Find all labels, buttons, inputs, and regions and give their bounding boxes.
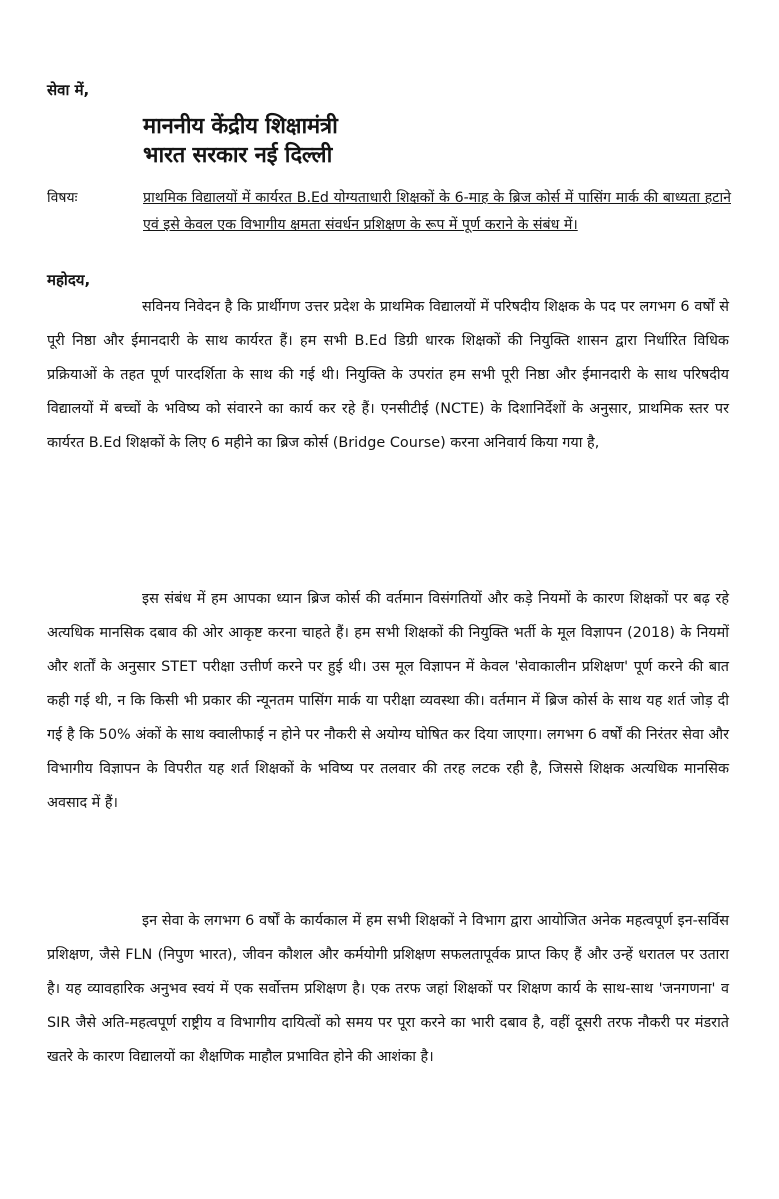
paragraph-1: सविनय निवेदन है कि प्रार्थीगण उत्तर प्रदेश के प्राथमिक विद्यालयों में परिषदीय शिक्षक के पद पर लगभग 6 वर्षों से पूरी निष्ठा और ईमानदारी के साथ कार्यरत हैं। हम सभी B.Ed डिग्री धारक शिक्षकों की नियुक्ति शासन द्वारा निर्धारित विधिक प्रक्रियाओं के तहत पूर्ण पारदर्शिता के साथ की गई थी। नियुक्ति के उपरांत हम सभी पूरी निष्ठा और ईमानदारी के साथ परिषदीय विद्यालयों में बच्चों के भविष्य को संवारने का कार्य कर रहे हैं। एनसीटीई (NCTE) के दिशानिर्देशों के अनुसार, प्राथमिक स्तर पर कार्यरत B.Ed शिक्षकों के लिए 6 महीने का ब्रिज कोर्स (Bridge Course) करना अनिवार्य किया गया है, (47, 299, 729, 451)
salutation: सेवा में, (47, 81, 90, 99)
addressee-block (143, 112, 338, 170)
paragraph-2: इस संबंध में हम आपका ध्यान ब्रिज कोर्स की वर्तमान विसंगतियों और कड़े नियमों के कारण शिक्षकों पर बढ़ रहे अत्यधिक मानसिक दबाव की ओर आकृष्ट करना चाहते हैं। हम सभी शिक्षकों की नियुक्ति भर्ती के मूल विज्ञापन (2018) के नियमों और शर्तों के अनुसार STET परीक्षा उत्तीर्ण करने पर हुई थी। उस मूल विज्ञापन में केवल 'सेवाकालीन प्रशिक्षण' पूर्ण करने की बात कही गई थी, न कि किसी भी प्रकार की न्यूनतम पासिंग मार्क या परीक्षा व्यवस्था की। वर्तमान में ब्रिज कोर्स के साथ यह शर्त जोड़ दी गई है कि 50% अंकों के साथ क्वालीफाई न होने पर नौकरी से अयोग्य घोषित कर दिया जाएगा। लगभग 6 वर्षों की निरंतर सेवा और विभागीय विज्ञापन के विपरीत यह शर्त शिक्षकों के भविष्य पर तलवार की तरह लटक रही है, जिससे शिक्षक अत्यधिक मानसिक अवसाद में हैं। (47, 591, 729, 811)
subject-label: विषयः (47, 190, 78, 206)
subject-text: प्राथमिक विद्यालयों में कार्यरत B.Ed योग्यताधारी शिक्षकों के 6-माह के ब्रिज कोर्स में पासिंग मार्क की बाध्यता हटाने एवं इसे केवल एक विभागीय क्षमता संवर्धन प्रशिक्षण के रूप में पूर्ण कराने के संबंध में। (143, 190, 731, 233)
addressee-title: माननीय केंद्रीय शिक्षामंत्री (143, 114, 338, 139)
addressee-office: भारत सरकार नई दिल्ली (143, 143, 333, 168)
paragraph-3: इन सेवा के लगभग 6 वर्षों के कार्यकाल में हम सभी शिक्षकों ने विभाग द्वारा आयोजित अनेक महत्वपूर्ण इन-सर्विस प्रशिक्षण, जैसे FLN (निपुण भारत), जीवन कौशल और कर्मयोगी प्रशिक्षण सफलतापूर्वक प्राप्त किए हैं और उन्हें धरातल पर उतारा है। यह व्यावहारिक अनुभव स्वयं में एक सर्वोत्तम प्रशिक्षण है। एक तरफ जहां शिक्षकों पर शिक्षण कार्य के साथ-साथ 'जनगणना' व SIR जैसे अति-महत्वपूर्ण राष्ट्रीय व विभागीय दायित्वों को समय पर पूरा करने का भारी दबाव है, वहीं दूसरी तरफ नौकरी पर मंडराते खतरे के कारण विद्यालयों का शैक्षणिक माहौल प्रभावित होने की आशंका है। (47, 913, 729, 1065)
greeting: महोदय, (47, 271, 91, 289)
